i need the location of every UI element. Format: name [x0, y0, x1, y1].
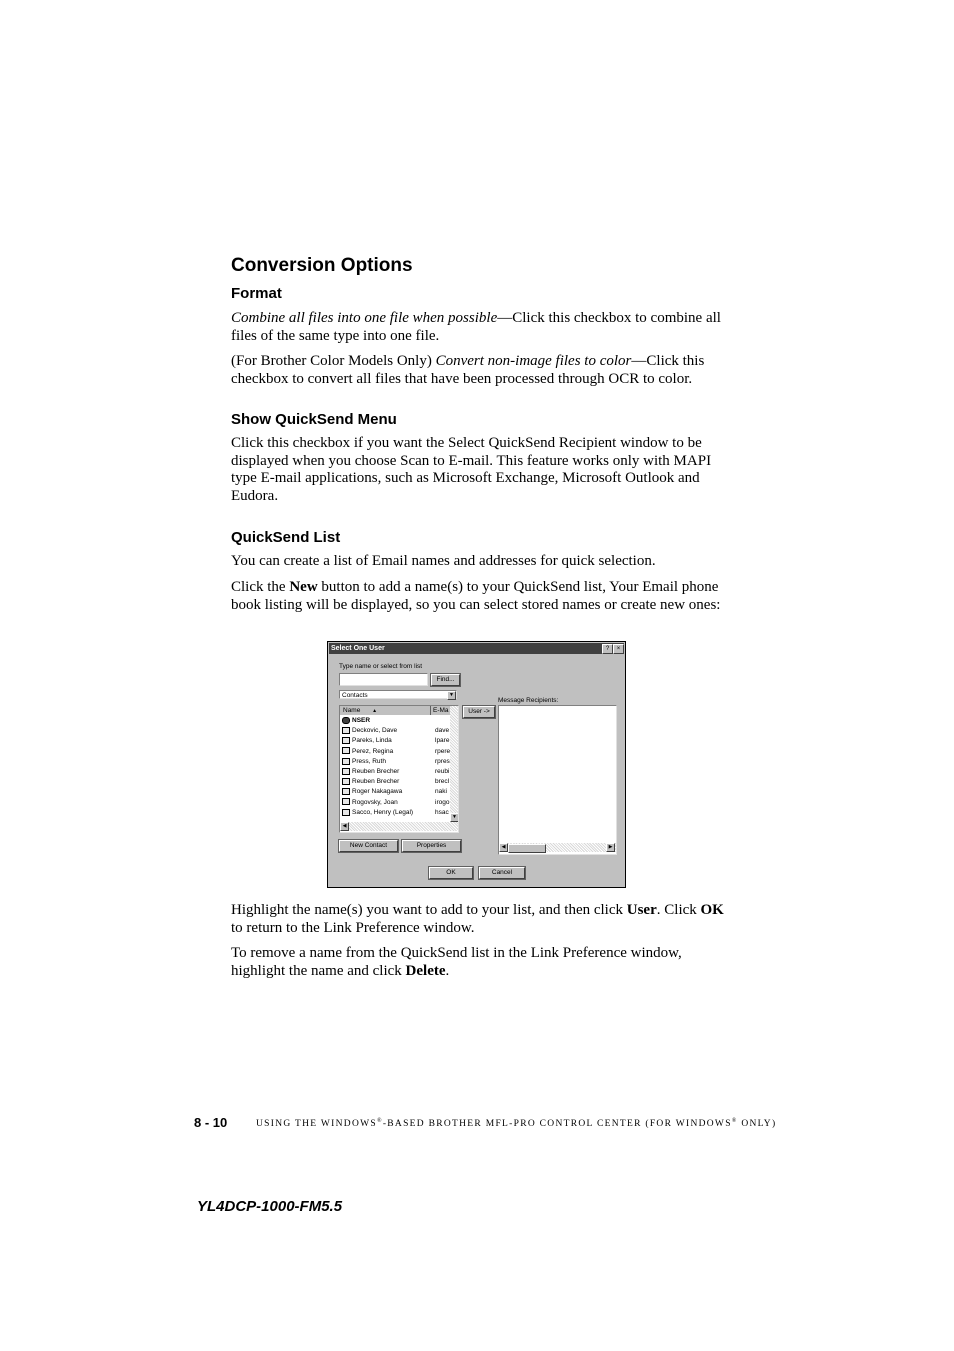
- after-paragraph-1: [231, 902, 726, 937]
- format-paragraph-1: [231, 310, 726, 345]
- contacts-list[interactable]: [339, 705, 459, 833]
- contact-row[interactable]: [342, 747, 458, 757]
- new-contact-button[interactable]: New Contact: [339, 840, 398, 852]
- convert-option-name: Convert non-image files to color: [435, 353, 632, 369]
- document-code: YL4DCP-1000-FM5.5: [197, 1198, 343, 1215]
- contact-card-icon: [342, 727, 350, 734]
- close-button[interactable]: ×: [613, 644, 624, 654]
- cancel-button[interactable]: Cancel: [479, 867, 525, 879]
- horizontal-scrollbar[interactable]: [340, 822, 458, 831]
- name-column-label: Name: [343, 707, 361, 714]
- contact-card-icon: [342, 798, 350, 805]
- email-column-header[interactable]: [431, 706, 451, 715]
- sort-ascending-icon: ▲: [372, 708, 378, 714]
- ok-button-name: OK: [700, 902, 724, 918]
- contact-name: Reuben Brecher: [352, 778, 400, 786]
- contact-name: Perez, Regina: [352, 747, 394, 755]
- format-paragraph-1-text: —Click this checkbox to combine all files of the same type into one file.: [231, 310, 721, 344]
- after-p2-a: To remove a name from the QuickSend list in the Link Preference window, highlight the name and click: [231, 945, 682, 979]
- dialog-title: Select One User: [331, 645, 385, 652]
- registered-mark-1: ®: [376, 1118, 383, 1124]
- recipients-scroll-left-icon[interactable]: ◀: [499, 843, 508, 852]
- format-paragraph-2: [231, 353, 726, 388]
- contact-card-icon: [342, 737, 350, 744]
- quicksend-list-heading: QuickSend List: [231, 529, 341, 546]
- contact-email: irogo: [435, 798, 450, 806]
- dialog-titlebar: [329, 643, 624, 654]
- contact-row[interactable]: [342, 716, 458, 726]
- address-book-value: Contacts: [342, 692, 368, 699]
- format-paragraph-2-text: —Click this checkbox to convert all files that have been processed through OCR to color.: [231, 353, 705, 387]
- email-column-label: E-Ma: [433, 707, 449, 714]
- contact-row[interactable]: [342, 777, 458, 787]
- contact-name: Pareks, Linda: [352, 737, 392, 745]
- contact-card-icon: [342, 747, 350, 754]
- user-group-icon: [342, 717, 350, 724]
- after-p1-e: to return to the Link Preference window.: [231, 919, 475, 936]
- contact-email: hsac: [435, 808, 449, 816]
- contact-name: NSER: [352, 717, 371, 724]
- contact-name: Deckovic, Dave: [352, 727, 398, 735]
- contact-row[interactable]: [342, 736, 458, 746]
- contact-card-icon: [342, 809, 350, 816]
- format-heading: Format: [231, 285, 282, 302]
- p2-rest: button to add a name(s) to your QuickSend list, Your Email phone book listing will be displayed, so you can select stored names or create new ones:: [231, 579, 721, 613]
- name-search-input[interactable]: [339, 673, 428, 686]
- name-column-header[interactable]: [340, 706, 431, 715]
- help-button[interactable]: ?: [602, 644, 613, 654]
- running-footer-a: USING THE WINDOWS: [256, 1119, 377, 1130]
- contact-row[interactable]: [342, 726, 458, 736]
- address-book-select[interactable]: [339, 690, 457, 699]
- user-button-name: User: [626, 902, 657, 918]
- select-one-user-dialog: [327, 641, 626, 888]
- contact-card-icon: [342, 768, 350, 775]
- after-p2-c: .: [445, 962, 450, 979]
- scroll-down-icon[interactable]: ▼: [450, 813, 459, 822]
- contact-email: naki: [435, 788, 447, 796]
- contact-card-icon: [342, 758, 350, 765]
- section-heading: Conversion Options: [231, 255, 413, 276]
- delete-button-name: Delete: [405, 962, 446, 979]
- scroll-left-icon[interactable]: ◀: [340, 822, 349, 831]
- quicksend-menu-heading: Show QuickSend Menu: [231, 411, 397, 428]
- contact-card-icon: [342, 778, 350, 785]
- new-button-name: New: [289, 579, 318, 595]
- combine-option-name: Combine all files into one file when possible: [231, 310, 498, 326]
- contact-email: reubi: [435, 768, 450, 775]
- contact-email: lpare: [435, 737, 450, 745]
- contact-email: dave: [435, 727, 450, 735]
- p2-pre: Click the: [231, 579, 290, 595]
- page-number: 8 - 10: [194, 1115, 228, 1130]
- contact-name: Roger Nakagawa: [352, 788, 403, 796]
- format-paragraph-2-pre: (For Brother Color Models Only): [231, 353, 436, 369]
- chevron-down-icon[interactable]: ▼: [447, 691, 456, 700]
- contact-email: brecl: [435, 778, 450, 786]
- contact-row[interactable]: [342, 757, 458, 767]
- user-button[interactable]: User ->: [463, 706, 495, 718]
- contact-card-icon: [342, 788, 350, 795]
- contact-row[interactable]: [342, 767, 458, 777]
- ok-button[interactable]: OK: [429, 867, 473, 879]
- contact-name: Reuben Brecher: [352, 768, 400, 775]
- contact-name: Rogovsky, Joan: [352, 798, 398, 806]
- contact-row[interactable]: [342, 787, 458, 797]
- find-button[interactable]: Find...: [431, 674, 460, 686]
- after-p1-c: . Click: [656, 902, 701, 918]
- after-p1-a: Highlight the name(s) you want to add to your list, and then click: [231, 902, 627, 918]
- contact-name: Press, Ruth: [352, 757, 386, 765]
- properties-button[interactable]: Properties: [402, 840, 461, 852]
- type-name-label: Type name or select from list: [339, 663, 423, 670]
- running-footer-c: ONLY): [737, 1119, 777, 1130]
- contact-email: rpere: [435, 747, 451, 755]
- recipients-scroll-right-icon[interactable]: ▶: [606, 843, 615, 852]
- quicksend-list-paragraph-2: [231, 579, 726, 614]
- quicksend-menu-paragraph: Click this checkbox if you want the Select QuickSend Recipient window to be displayed when you choose Scan to E-mail. This feature works only with MAPI type E-mail applications, such as Microsoft Exchange, Microsoft Outlook and Eudora.: [231, 435, 712, 504]
- contact-name: Sacco, Henry (Legal): [352, 808, 414, 816]
- vertical-scrollbar[interactable]: [450, 706, 458, 822]
- registered-mark-2: ®: [731, 1118, 738, 1124]
- contact-row[interactable]: [342, 798, 458, 808]
- running-footer-b: -BASED BROTHER MFL-PRO CONTROL CENTER (FOR WINDOWS: [382, 1119, 732, 1130]
- message-recipients-label: Message Recipients:: [498, 697, 559, 704]
- message-recipients-list[interactable]: [498, 705, 617, 855]
- running-footer: [256, 1118, 776, 1129]
- quicksend-list-paragraph-1: You can create a list of Email names and addresses for quick selection.: [231, 553, 656, 569]
- after-paragraph-2: [231, 945, 726, 980]
- contact-row[interactable]: [342, 808, 458, 818]
- recipients-scroll-thumb[interactable]: [508, 844, 546, 853]
- contact-email: rpres: [435, 757, 450, 765]
